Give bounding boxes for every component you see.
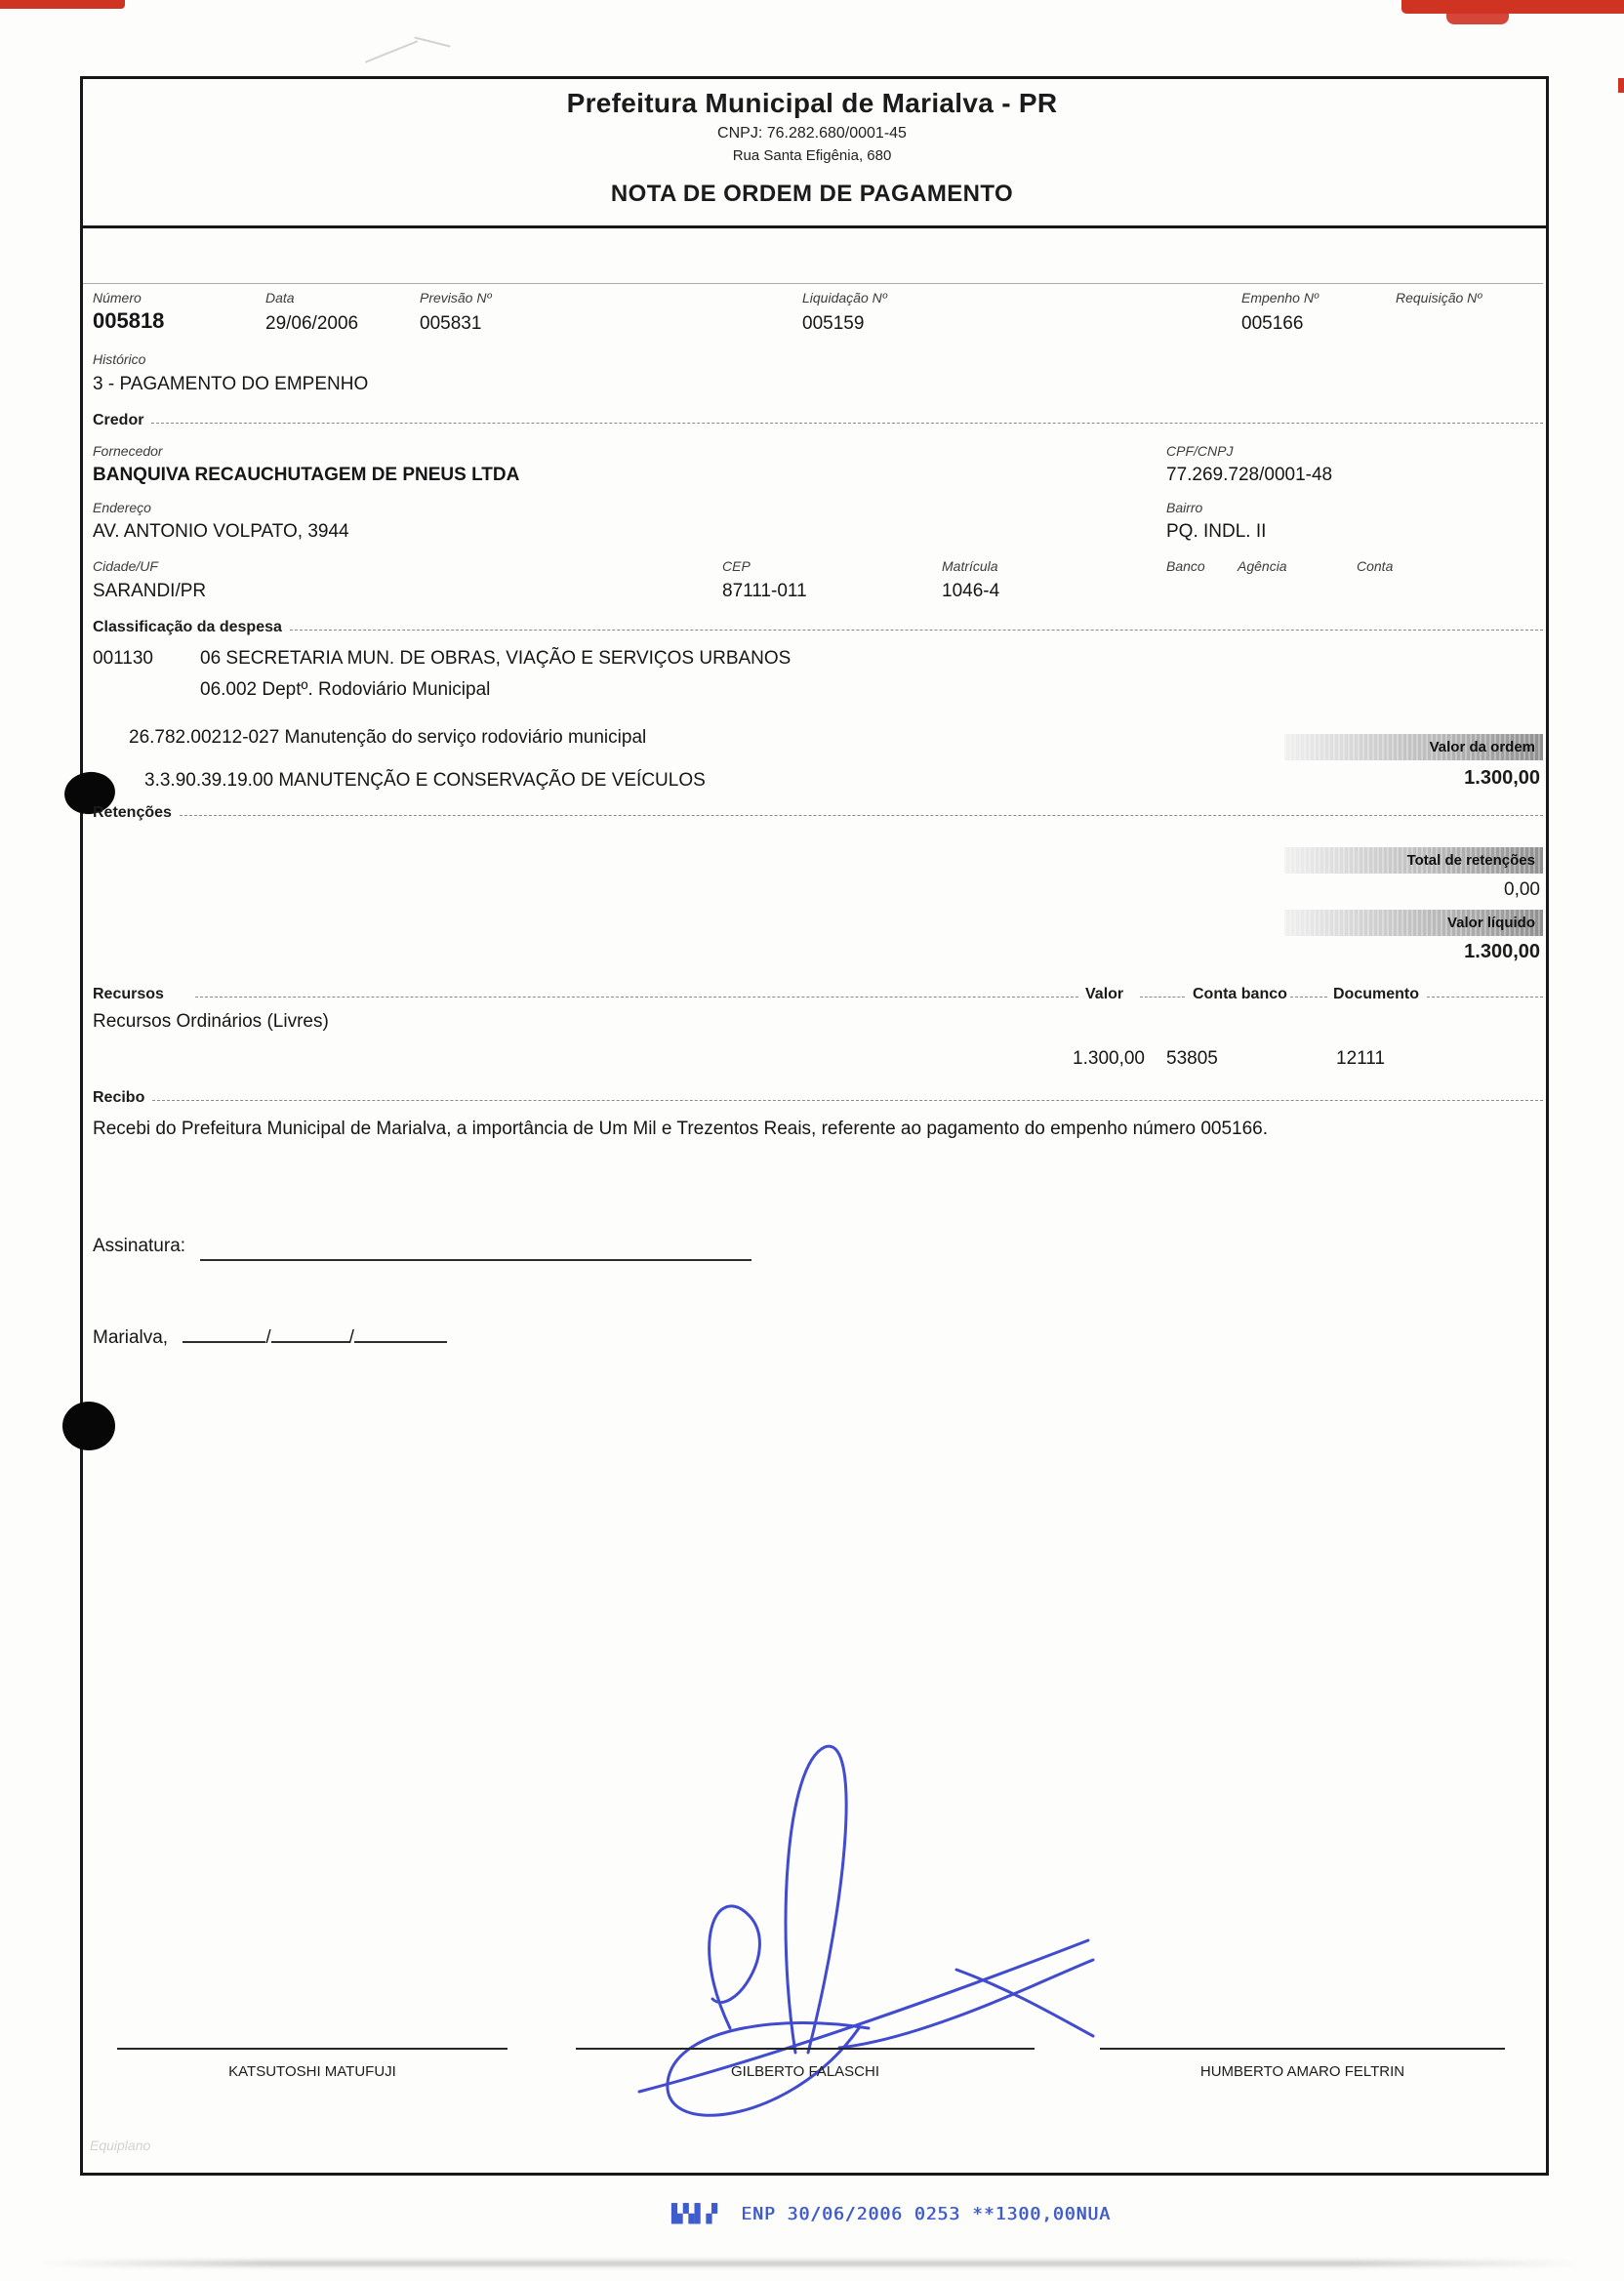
bairro-value: PQ. INDL. II [1166,521,1267,542]
recursos-col-valor: Valor [1085,986,1124,1002]
historico-label: Histórico [93,351,146,367]
header-address: Rua Santa Efigênia, 680 [732,147,892,164]
empenho-value: 005166 [1241,313,1304,334]
scan-artifact-red-top-right-blob [1446,0,1509,24]
recibo-section-label: Recibo [93,1089,145,1106]
scan-artifact-red-top-left [0,0,125,9]
classificacao-code: 001130 [93,648,153,669]
section-rule [1140,997,1185,998]
recibo-texto: Recebi do Prefeitura Municipal de Marialva, a importância de Um Mil e Trezentos Reais, referente ao pagamento do empenho número 005166. [93,1119,1268,1139]
classificacao-org: 06 SECRETARIA MUN. DE OBRAS, VIAÇÃO E SERVIÇOS URBANOS [200,648,792,669]
section-rule [151,423,1543,424]
classificacao-section-label: Classificação da despesa [93,619,282,635]
valor-liquido-value: 1.300,00 [1464,941,1540,962]
credor-section-header [93,412,1543,429]
endereco-label: Endereço [93,500,151,515]
endereco-value: AV. ANTONIO VOLPATO, 3944 [93,521,349,542]
section-rule [180,815,1543,816]
document-title: NOTA DE ORDEM DE PAGAMENTO [610,181,1014,207]
numero-label: Número [93,290,142,305]
retencoes-section-label: Retenções [93,804,172,821]
liquidacao-value: 005159 [802,313,865,334]
empenho-label: Empenho Nº [1241,290,1320,305]
recursos-section-label: Recursos [93,986,164,1002]
fornecedor-value: BANQUIVA RECAUCHUTAGEM DE PNEUS LTDA [93,465,520,485]
previsao-value: 005831 [420,313,482,334]
recursos-conta-banco: 53805 [1166,1048,1218,1069]
valor-ordem-value: 1.300,00 [1464,767,1540,789]
pencil-mark [414,36,450,47]
classificacao-action: 26.782.00212-027 Manutenção do serviço rodoviário municipal [129,727,647,748]
bairro-label: Bairro [1166,500,1203,515]
classificacao-section-header [93,619,1543,636]
date-blank [183,1327,265,1343]
hole-punch-mark [62,1402,115,1450]
cep-value: 87111-011 [722,581,807,601]
date-separator: / [348,1327,354,1348]
scan-artifact-red-top-right [1401,0,1624,14]
banco-label: Banco [1166,558,1205,574]
liquidacao-label: Liquidação Nº [802,290,887,305]
agencia-label: Agência [1238,558,1287,574]
pencil-mark [365,40,419,63]
section-rule [152,1100,1543,1101]
valor-ordem-box: Valor da ordem [1284,734,1543,760]
requisicao-label: Requisição Nº [1396,290,1482,305]
recibo-section-header [93,1089,1543,1107]
matricula-value: 1046-4 [942,581,1000,601]
numero-value: 005818 [93,308,165,333]
cidade-uf-label: Cidade/UF [93,558,158,574]
conta-label: Conta [1357,558,1394,574]
cidade-uf-value: SARANDI/PR [93,581,207,601]
data-label: Data [265,290,295,305]
cpf-cnpj-value: 77.269.728/0001-48 [1166,465,1333,485]
header-rule [80,225,1549,228]
data-value: 29/06/2006 [265,313,359,334]
signature-line-right [1100,2048,1505,2050]
recursos-documento: 12111 [1336,1048,1386,1069]
signature-name-left: KATSUTOSHI MATUFUJI [228,2063,396,2080]
valor-liquido-box: Valor líquido [1284,910,1543,936]
matricula-label: Matrícula [942,558,998,574]
signature-line-left [117,2048,508,2050]
city-date-line [93,1327,447,1349]
section-rule [290,630,1543,631]
assinatura-label: Assinatura: [93,1236,186,1256]
bank-stamp-text: ENP 30/06/2006 0253 **1300,00NUA [741,2204,1111,2224]
signature-name-right: HUMBERTO AMARO FELTRIN [1199,2063,1405,2080]
cidade-label: Marialva, [93,1327,169,1348]
header-cnpj: CNPJ: 76.282.680/0001-45 [717,125,907,142]
section-rule [1290,997,1327,998]
recursos-col-conta-banco: Conta banco [1193,986,1287,1002]
bank-stamp [671,2204,1111,2224]
recursos-col-documento: Documento [1333,986,1419,1002]
fields-top-rule [83,283,1543,284]
recursos-valor: 1.300,00 [1073,1048,1145,1069]
classificacao-element: 3.3.90.39.19.00 MANUTENÇÃO E CONSERVAÇÃO DE VEÍCULOS [144,770,706,791]
assinatura-line [200,1259,751,1261]
credor-section-label: Credor [93,412,144,428]
scan-edge-shadow [39,2261,1581,2266]
total-retencoes-value: 0,00 [1504,879,1540,900]
cpf-cnpj-label: CPF/CNPJ [1166,443,1234,459]
signature-line-center [576,2048,1035,2050]
signature-name-center: GILBERTO FALASCHI [731,2063,879,2080]
retencoes-section-header [93,804,1543,822]
historico-value: 3 - PAGAMENTO DO EMPENHO [93,374,369,394]
previsao-label: Previsão Nº [420,290,492,305]
bank-stamp-logo: ▙▚▌▞ [671,2204,718,2224]
classificacao-dept: 06.002 Deptº. Rodoviário Municipal [200,679,491,700]
date-blank [354,1327,447,1343]
section-rule [1427,997,1543,998]
section-rule [195,997,1078,998]
date-separator: / [265,1327,271,1348]
cep-label: CEP [722,558,751,574]
recursos-nome: Recursos Ordinários (Livres) [93,1011,329,1032]
total-retencoes-box: Total de retenções [1284,847,1543,874]
page-title: Prefeitura Municipal de Marialva - PR [566,88,1058,118]
equiplano-brand: Equiplano [90,2138,151,2153]
fornecedor-label: Fornecedor [93,443,163,459]
date-blank [271,1327,349,1343]
